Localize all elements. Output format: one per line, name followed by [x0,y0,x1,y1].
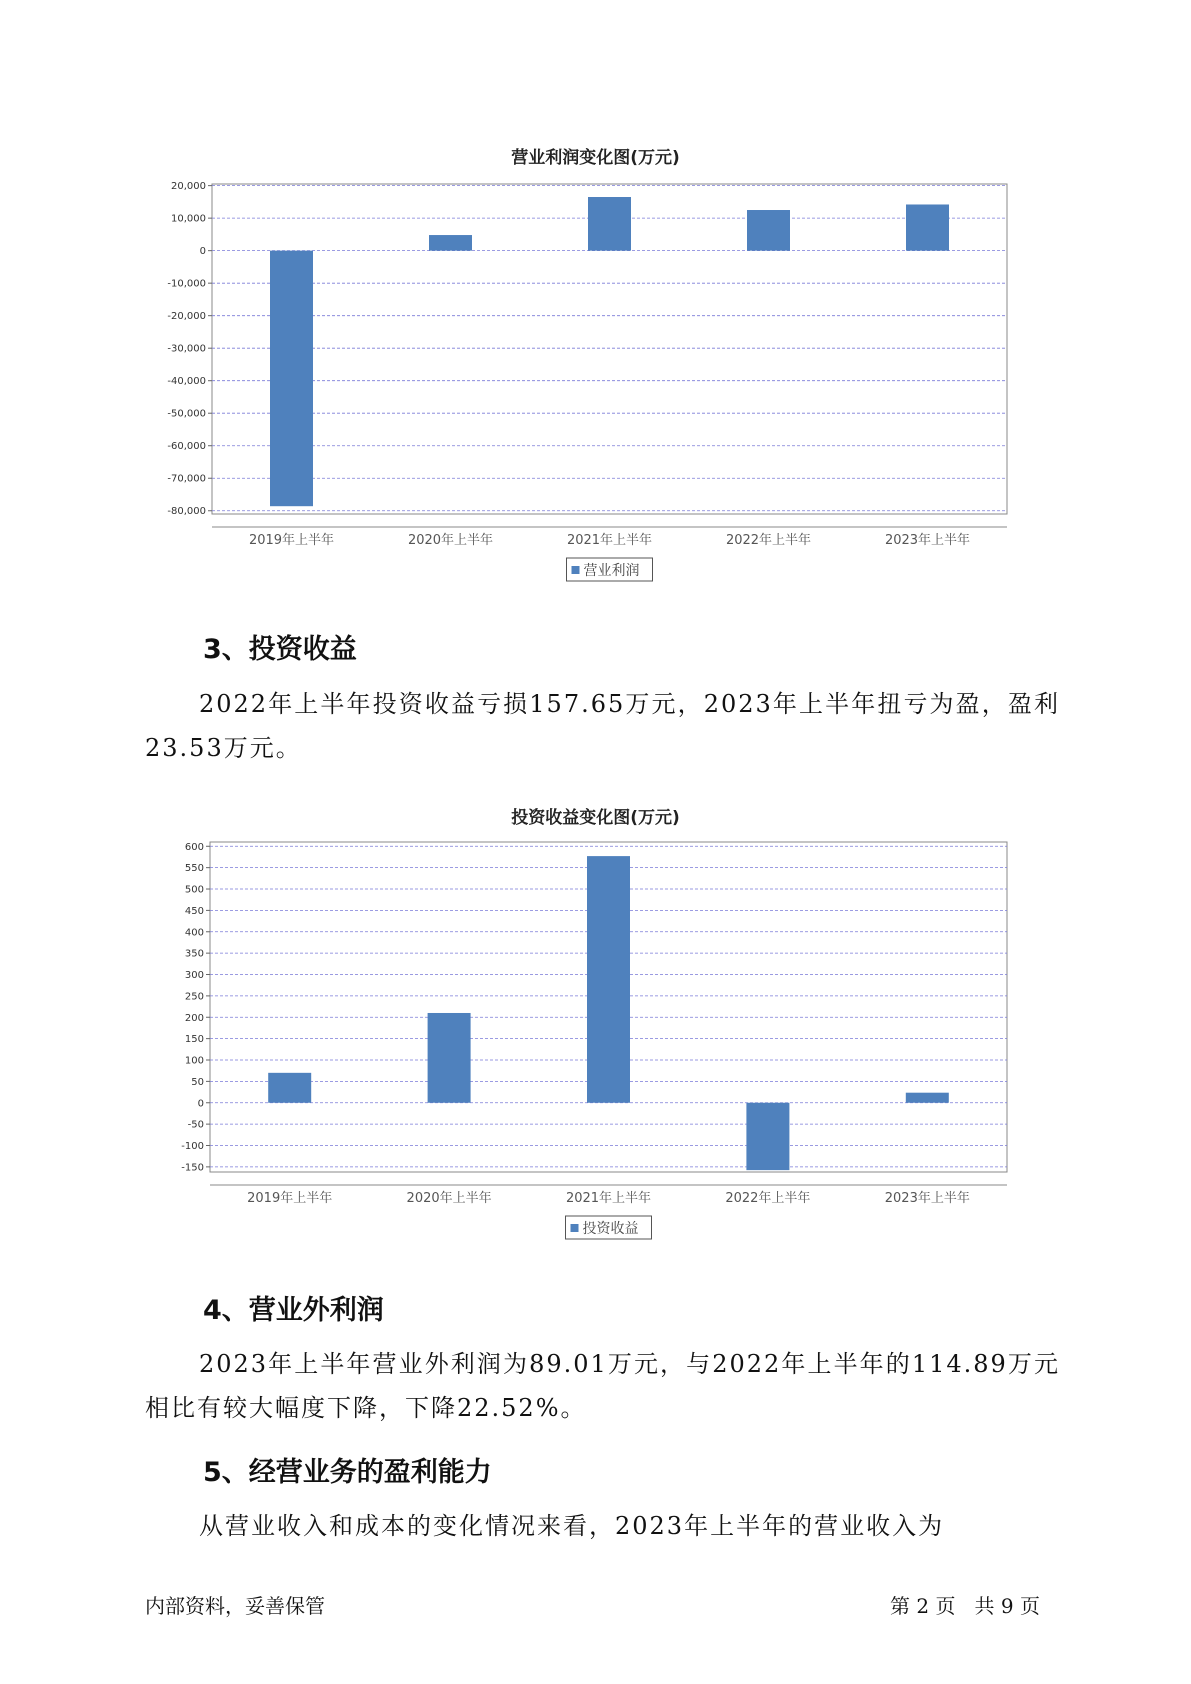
legend-label: 营业利润 [583,563,640,579]
y-tick-label: -40,000 [167,376,206,388]
y-tick-label: -60,000 [167,441,206,453]
section-3-heading: 3、投资收益 [203,634,357,665]
bar-5 [906,204,949,250]
y-tick-label: -50 [187,1119,204,1131]
y-tick-label: -50,000 [167,408,206,420]
section-3-paragraph: 2022年上半年投资收益亏损157.65万元，2023年上半年扭亏为盈，盈利23.53万元。 [145,690,1060,762]
x-category-label: 2020年上半年 [407,533,494,548]
y-tick-label: 600 [184,841,204,853]
chart1-title: 营业利润变化图(万元) [511,148,680,168]
x-category-label: 2021年上半年 [565,1191,652,1206]
y-tick-label: 350 [184,948,204,960]
bar-4 [747,210,790,251]
x-category-label: 2022年上半年 [725,1191,811,1206]
y-tick-label: -100 [181,1140,204,1152]
x-category-label: 2019年上半年 [248,533,335,548]
operating-profit-chart [0,170,1191,610]
y-tick-label: 300 [184,970,204,982]
y-tick-label: 550 [184,863,204,875]
x-category-label: 2020年上半年 [406,1191,492,1206]
x-category-label: 2022年上半年 [725,533,812,548]
bar-2 [429,235,472,251]
chart2-title: 投资收益变化图(万元) [511,808,680,828]
y-tick-label: 100 [184,1055,204,1067]
legend-swatch [572,566,580,574]
footer-confidential-note: 内部资料，妥善保管 [145,1594,325,1618]
y-tick-label: 0 [199,246,206,258]
section-4-paragraph: 2023年上半年营业外利润为89.01万元，与2022年上半年的114.89万元相比有较大幅度下降，下降22.52%。 [145,1350,1060,1422]
section-4-heading: 4、营业外利润 [203,1295,384,1326]
x-category-label: 2023年上半年 [884,1191,970,1206]
bar-1 [268,1073,311,1103]
y-tick-label: 400 [184,927,204,939]
legend-label: 投资收益 [582,1221,639,1237]
bar-4 [746,1103,789,1170]
y-tick-label: 20,000 [171,181,206,193]
y-tick-label: -10,000 [167,278,206,290]
y-tick-label: -150 [181,1162,204,1174]
bar-2 [428,1013,471,1103]
section-5-paragraph: 从营业收入和成本的变化情况来看，2023年上半年的营业收入为 [199,1512,945,1540]
footer-page-number: 第 2 页 共 9 页 [890,1594,1040,1618]
y-tick-label: -20,000 [167,311,206,323]
bar-3 [587,856,630,1103]
x-category-label: 2023年上半年 [884,533,971,548]
y-tick-label: 50 [191,1076,204,1088]
y-tick-label: 150 [184,1034,204,1046]
y-tick-label: 0 [197,1098,204,1110]
section-5-heading: 5、经营业务的盈利能力 [203,1457,492,1488]
investment-income-chart [0,830,1191,1270]
y-tick-label: -30,000 [167,343,206,355]
bar-5 [906,1093,949,1103]
y-tick-label: -80,000 [167,506,206,518]
y-tick-label: 250 [184,991,204,1003]
y-tick-label: 10,000 [171,213,206,225]
y-tick-label: 500 [184,884,204,896]
bar-1 [270,251,313,507]
y-tick-label: 200 [184,1012,204,1024]
y-tick-label: -70,000 [167,473,206,485]
bar-3 [588,197,631,251]
legend-swatch [571,1224,579,1232]
x-category-label: 2021年上半年 [566,533,653,548]
x-category-label: 2019年上半年 [247,1191,333,1206]
y-tick-label: 450 [184,905,204,917]
